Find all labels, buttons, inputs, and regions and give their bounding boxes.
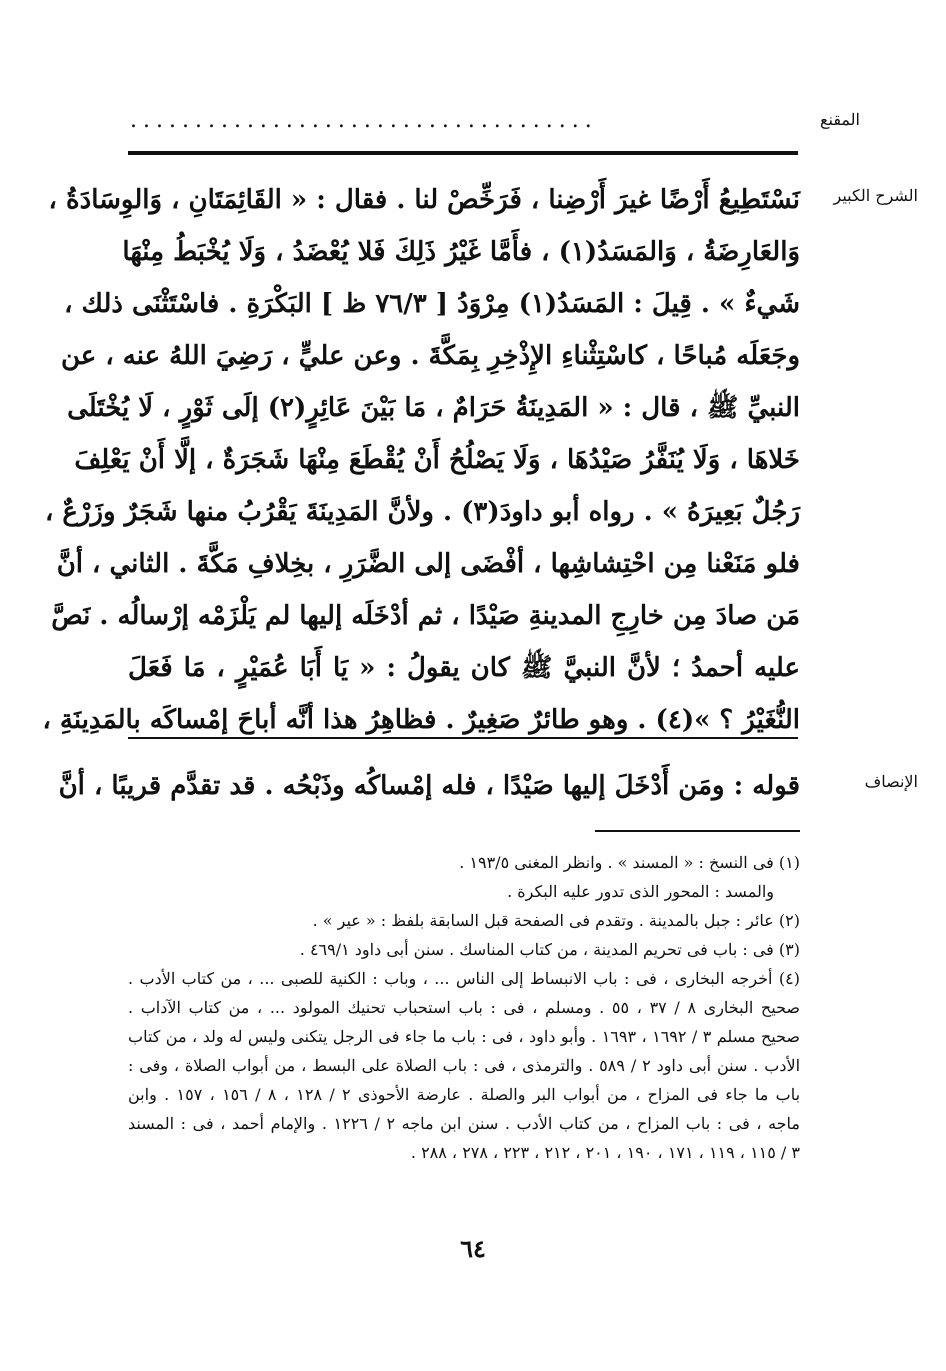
main-text-line: شَيءٌ » . قِيلَ : المَسَدُ(١) مِرْوَدُ [ ٧٦/٣ ظ ] البَكْرَةِ . فاسْتَثْنَى ذلك ، xyxy=(64,289,800,319)
footnote-line: صحيح مسلم ٣ / ١٦٩٢ ، ١٦٩٣ . وأبو داود ، فى : باب ما جاء فى الرجل يتكنى وليس له ولد ، من كتاب xyxy=(128,1027,801,1046)
footnote-line: (٤) أخرجه البخارى ، فى : باب الانبساط إلى الناس ... ، وباب : الكنية للصبى ... ، من كتاب الأدب . xyxy=(128,969,800,988)
footnote-line: ٣ / ١١٥ ، ١١٩ ، ١٧١ ، ١٩٠ ، ٢٠١ ، ٢١٢ ، ٢٢٣ ، ٢٧٨ ، ٢٨٨ . xyxy=(410,1143,800,1162)
side-label-insaf: الإنصاف xyxy=(864,772,918,791)
footnote-line: (١) فى النسخ : « المسند » . وانظر المغنى ١٩٣/٥ . xyxy=(459,853,800,872)
main-text-line: وَالعَارِضَةُ ، وَالمَسَدُ(١) ، فأَمَّا غَيْرُ ذَلِكَ فَلا يُعْضَدُ ، وَلَا يُخْبَطُ مِنْهَا xyxy=(122,237,800,267)
footnote-line: (٢) عائر : جبل بالمدينة . وتقدم فى الصفحة قبل السابقة بلفظ : « عير » . xyxy=(312,911,800,930)
header-rule xyxy=(128,151,798,155)
footnotes-block xyxy=(128,848,800,1167)
side-label-sharh: الشرح الكبير xyxy=(833,186,918,205)
main-text-line: وجَعَلَه مُباحًا ، كاسْتِثْناءِ الإِذْخِرِ بِمَكَّةَ . وعن عليٍّ ، رَضِيَ اللهُ عنه ، عن xyxy=(61,341,800,371)
footnote-divider xyxy=(595,830,800,832)
footnote-line: باب ما جاء فى المزاح ، من أبواب البر والصلة . عارضة الأحوذى ٢ / ١٢٨ ، ٨ / ١٥٦ ، ١٥٧ . وابن xyxy=(128,1085,801,1104)
footnote-line: (٣) فى : باب فى تحريم المدينة ، من كتاب المناسك . سنن أبى داود ٤٦٩/١ . xyxy=(299,940,800,959)
main-text-line: خَلاهَا ، وَلَا يُنَفَّرُ صَيْدُهَا ، وَلَا يَصْلُحُ أَنْ يُقْطَعَ مِنْهَا شَجَرَةٌ ، إلَّا أَنْ يَعْلِفَ xyxy=(74,445,800,475)
footnote-line: ماجه ، فى : باب المزاح ، من كتاب الأدب . سنن ابن ماجه ٢ / ١٢٢٦ . والإمام أحمد ، فى : المسند xyxy=(128,1114,801,1133)
main-text-line: عليه أحمدُ ؛ لأنَّ النبيَّ ﷺ كان يقولُ : « يَا أَبَا عُمَيْرٍ ، مَا فَعَلَ xyxy=(128,653,800,683)
page-number: ٦٤ xyxy=(460,1234,486,1263)
header-book-title: المقنع xyxy=(819,110,860,129)
main-text-line: مَن صادَ مِن خارِجِ المدينةِ صَيْدًا ، ثم أدْخَلَه إليها لم يَلْزَمْه إرْسالُه . نَصَّ xyxy=(51,601,800,631)
main-text-line: فلو مَنَعْنا مِن احْتِشاشِها ، أفْضَى إلى الضَّرَرِ ، بخِلافِ مَكَّةَ . الثاني ، أنَّ xyxy=(56,549,800,579)
header-dotted-rule: .................................... xyxy=(130,108,598,133)
footnote-line: صحيح البخارى ٨ / ٣٧ ، ٥٥ . ومسلم ، فى : باب استحباب تحنيك المولود ... ، من كتاب الآداب . xyxy=(128,998,800,1017)
main-text-block xyxy=(42,174,800,746)
main-text-line: رَجُلٌ بَعِيرَهُ » . رواه أبو داودَ(٣) . ولأنَّ المَدِينَةَ يَقْرُبُ منها شَجَرٌ وزَرْعٌ ، xyxy=(44,497,800,527)
main-text-line: نَسْتَطِيعُ أَرْضًا غيرَ أَرْضِنا ، فَرَخِّصْ لنا . فقال : « القَائِمَتَانِ ، وَالوِسَادَةُ ، xyxy=(48,185,800,215)
section-divider xyxy=(128,737,798,739)
main-text-line: النبيِّ ﷺ ، قال : « المَدِينَةُ حَرَامٌ ، مَا بَيْنَ عَائِرٍ(٢) إلَى ثَوْرٍ ، لَا يُخْتَلَى xyxy=(67,393,800,423)
footnote-line: والمسد : المحور الذى تدور عليه البكرة . xyxy=(507,882,774,901)
insaf-text-line: قوله : ومَن أَدْخَلَ إليها صَيْدًا ، فله إمْساكُه وذَبْحُه . قد تقدَّم قريبًا ، أنَّ xyxy=(58,771,800,801)
main-text-line: النُّغَيْرُ ؟ »(٤) . وهو طائرٌ صَغِيرٌ . فظاهِرُ هذا أنَّه أباحَ إمْساكَه بالمَدِينَةِ ، xyxy=(42,705,800,735)
footnote-line: الأدب . سنن أبى داود ٢ / ٥٨٩ . والترمذى ، فى : باب الصلاة على البسط ، من أبواب الصلاة ، وفى : xyxy=(128,1056,801,1075)
